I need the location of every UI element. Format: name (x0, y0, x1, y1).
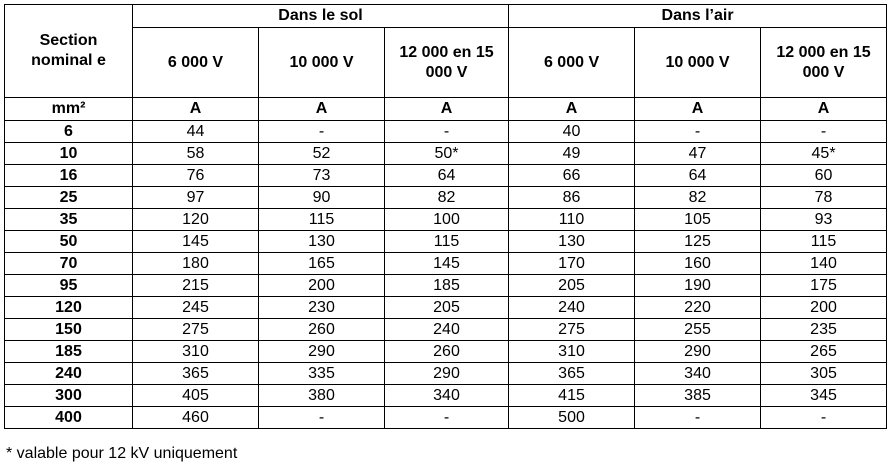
value-cell: 205 (385, 297, 509, 319)
value-cell: 500 (509, 407, 635, 429)
value-cell: 220 (635, 297, 761, 319)
voltage-header-label: 12 000 en 15 000 V (776, 43, 871, 81)
value-cell: 100 (385, 209, 509, 231)
value-cell: 115 (259, 209, 385, 231)
section-cell: 300 (5, 385, 133, 407)
table-row (5, 275, 887, 297)
table-row (5, 341, 887, 363)
value-cell: 385 (635, 385, 761, 407)
value-cell: 50* (385, 143, 509, 165)
value-cell: 185 (385, 275, 509, 297)
voltage-header (761, 28, 887, 98)
value-cell: 340 (385, 385, 509, 407)
value-cell: - (259, 407, 385, 429)
value-cell: 47 (635, 143, 761, 165)
value-cell: - (259, 121, 385, 143)
value-cell: 145 (133, 231, 259, 253)
value-cell: 380 (259, 385, 385, 407)
value-cell: 365 (133, 363, 259, 385)
value-cell: 240 (509, 297, 635, 319)
group-header-air: Dans l’air (509, 5, 887, 28)
value-cell: - (385, 121, 509, 143)
section-header-label: Section nominal e (31, 32, 106, 69)
value-cell: 140 (761, 253, 887, 275)
value-cell: 215 (133, 275, 259, 297)
value-cell: 305 (761, 363, 887, 385)
table-row (5, 407, 887, 429)
voltage-header: 10 000 V (259, 28, 385, 98)
value-cell: 110 (509, 209, 635, 231)
value-cell: 97 (133, 187, 259, 209)
section-header (5, 5, 133, 98)
value-cell: 64 (635, 165, 761, 187)
section-cell: 95 (5, 275, 133, 297)
value-cell: 64 (385, 165, 509, 187)
value-cell: 170 (509, 253, 635, 275)
section-cell: 120 (5, 297, 133, 319)
value-cell: - (385, 407, 509, 429)
section-cell: 50 (5, 231, 133, 253)
table-row (5, 121, 887, 143)
value-cell: 340 (635, 363, 761, 385)
table-row (5, 165, 887, 187)
section-cell: 400 (5, 407, 133, 429)
value-cell: 115 (761, 231, 887, 253)
value-cell: 130 (259, 231, 385, 253)
value-cell: 335 (259, 363, 385, 385)
value-cell: 290 (635, 341, 761, 363)
unit-header-section: mm² (5, 98, 133, 121)
value-cell: 86 (509, 187, 635, 209)
footnote: * valable pour 12 kV uniquement (6, 445, 238, 462)
value-cell: 93 (761, 209, 887, 231)
value-cell: 165 (259, 253, 385, 275)
value-cell: 310 (509, 341, 635, 363)
section-cell: 25 (5, 187, 133, 209)
value-cell: 60 (761, 165, 887, 187)
value-cell: 82 (385, 187, 509, 209)
table-row (5, 231, 887, 253)
voltage-header (385, 28, 509, 98)
value-cell: - (761, 407, 887, 429)
unit-header: A (509, 98, 635, 121)
value-cell: 245 (133, 297, 259, 319)
value-cell: 275 (133, 319, 259, 341)
value-cell: 230 (259, 297, 385, 319)
unit-header: A (259, 98, 385, 121)
value-cell: 78 (761, 187, 887, 209)
unit-header: A (385, 98, 509, 121)
section-cell: 35 (5, 209, 133, 231)
section-cell: 10 (5, 143, 133, 165)
section-cell: 150 (5, 319, 133, 341)
group-header-soil: Dans le sol (133, 5, 509, 28)
voltage-header: 6 000 V (509, 28, 635, 98)
section-cell: 70 (5, 253, 133, 275)
value-cell: 145 (385, 253, 509, 275)
value-cell: 125 (635, 231, 761, 253)
value-cell: 120 (133, 209, 259, 231)
voltage-header: 10 000 V (635, 28, 761, 98)
value-cell: 405 (133, 385, 259, 407)
table-row (5, 143, 887, 165)
unit-header: A (133, 98, 259, 121)
value-cell: 49 (509, 143, 635, 165)
value-cell: 90 (259, 187, 385, 209)
value-cell: 460 (133, 407, 259, 429)
value-cell: 130 (509, 231, 635, 253)
voltage-header-label: 12 000 en 15 000 V (399, 43, 494, 81)
value-cell: 44 (133, 121, 259, 143)
value-cell: - (761, 121, 887, 143)
value-cell: 260 (259, 319, 385, 341)
value-cell: 415 (509, 385, 635, 407)
unit-header: A (635, 98, 761, 121)
value-cell: 73 (259, 165, 385, 187)
value-cell: 45* (761, 143, 887, 165)
value-cell: 290 (259, 341, 385, 363)
value-cell: 175 (761, 275, 887, 297)
value-cell: 260 (385, 341, 509, 363)
value-cell: 365 (509, 363, 635, 385)
voltage-header: 6 000 V (133, 28, 259, 98)
value-cell: 275 (509, 319, 635, 341)
value-cell: 82 (635, 187, 761, 209)
value-cell: 235 (761, 319, 887, 341)
value-cell: 255 (635, 319, 761, 341)
value-cell: - (635, 407, 761, 429)
value-cell: 76 (133, 165, 259, 187)
value-cell: 105 (635, 209, 761, 231)
value-cell: 58 (133, 143, 259, 165)
table-row (5, 253, 887, 275)
value-cell: - (635, 121, 761, 143)
value-cell: 52 (259, 143, 385, 165)
value-cell: 180 (133, 253, 259, 275)
value-cell: 345 (761, 385, 887, 407)
section-cell: 185 (5, 341, 133, 363)
section-cell: 240 (5, 363, 133, 385)
value-cell: 310 (133, 341, 259, 363)
value-cell: 200 (761, 297, 887, 319)
value-cell: 290 (385, 363, 509, 385)
value-cell: 265 (761, 341, 887, 363)
table-row (5, 187, 887, 209)
value-cell: 200 (259, 275, 385, 297)
value-cell: 160 (635, 253, 761, 275)
value-cell: 190 (635, 275, 761, 297)
section-cell: 6 (5, 121, 133, 143)
table-row (5, 319, 887, 341)
value-cell: 205 (509, 275, 635, 297)
value-cell: 40 (509, 121, 635, 143)
table-row (5, 209, 887, 231)
section-cell: 16 (5, 165, 133, 187)
table-row (5, 385, 887, 407)
value-cell: 66 (509, 165, 635, 187)
value-cell: 115 (385, 231, 509, 253)
table-row (5, 297, 887, 319)
current-rating-table (4, 4, 887, 429)
table-body (5, 121, 887, 429)
table-row (5, 363, 887, 385)
unit-header: A (761, 98, 887, 121)
value-cell: 240 (385, 319, 509, 341)
